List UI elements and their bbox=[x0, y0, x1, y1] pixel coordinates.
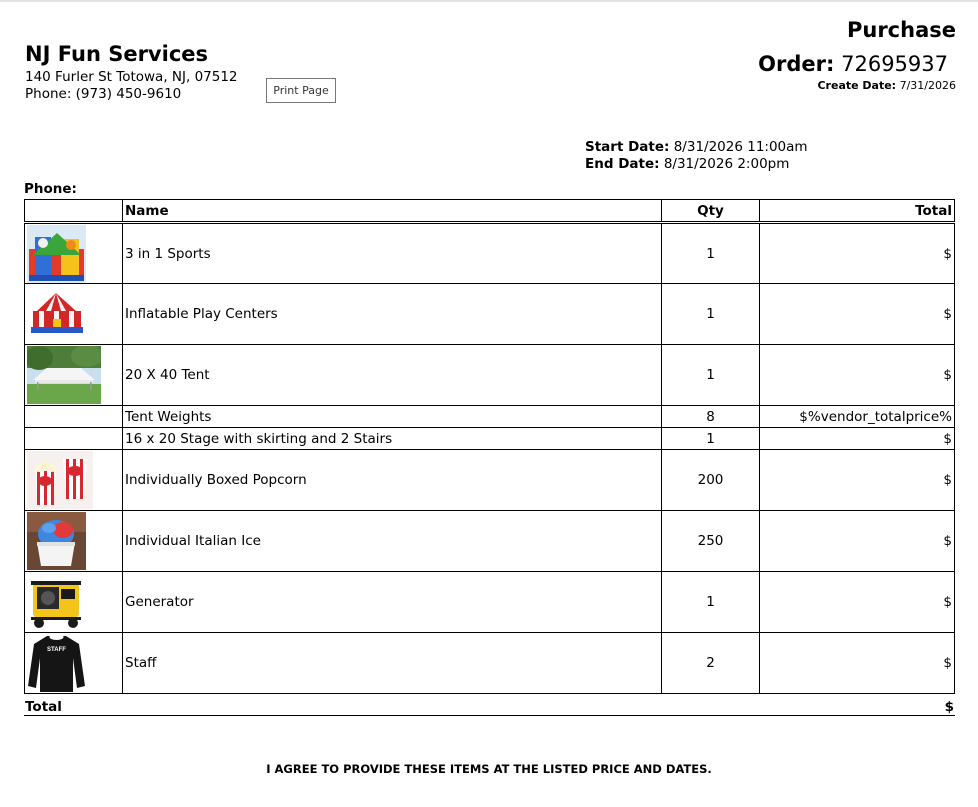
item-qty: 1 bbox=[662, 284, 760, 345]
company-address: 140 Furler St Totowa, NJ, 07512 bbox=[25, 69, 238, 85]
table-row bbox=[25, 428, 955, 450]
item-image-cell bbox=[25, 450, 123, 511]
end-date-value: 8/31/2026 2:00pm bbox=[663, 156, 790, 172]
item-total: $%vendor_totalprice% bbox=[760, 406, 955, 428]
table-row bbox=[25, 284, 955, 345]
inflatable-sports-image bbox=[27, 225, 86, 283]
item-image-cell bbox=[25, 284, 123, 345]
item-qty: 1 bbox=[662, 223, 760, 284]
item-total: $ bbox=[760, 572, 955, 633]
item-total: $ bbox=[760, 428, 955, 450]
order-label: Order: bbox=[758, 52, 835, 76]
item-name: 3 in 1 Sports bbox=[123, 223, 662, 284]
start-date-value: 8/31/2026 11:00am bbox=[673, 139, 808, 155]
generator-image bbox=[27, 573, 86, 631]
item-image-cell bbox=[25, 406, 123, 428]
items-table bbox=[24, 199, 955, 694]
item-qty: 1 bbox=[662, 345, 760, 406]
item-name: 20 X 40 Tent bbox=[123, 345, 662, 406]
item-name: Individually Boxed Popcorn bbox=[123, 450, 662, 511]
agreement-statement: I AGREE TO PROVIDE THESE ITEMS AT THE LISTED PRICE AND DATES. bbox=[266, 762, 712, 776]
item-name: Staff bbox=[123, 633, 662, 694]
item-name: Tent Weights bbox=[123, 406, 662, 428]
event-dates bbox=[585, 139, 808, 173]
start-date-line bbox=[585, 139, 808, 156]
staff-shirt-image bbox=[27, 634, 86, 692]
end-date-label: End Date: bbox=[585, 156, 660, 172]
print-page-button[interactable]: Print Page bbox=[266, 78, 336, 103]
document-title: Purchase bbox=[846, 18, 956, 42]
create-date-value: 7/31/2026 bbox=[899, 79, 956, 92]
item-name: Individual Italian Ice bbox=[123, 511, 662, 572]
name-column-header: Name bbox=[123, 200, 662, 223]
qty-column-header: Qty bbox=[662, 200, 760, 223]
customer-phone-label: Phone: bbox=[24, 181, 77, 197]
italian-ice-image bbox=[27, 512, 86, 570]
create-date-line bbox=[817, 79, 956, 92]
company-name: NJ Fun Services bbox=[25, 42, 209, 66]
order-number-line bbox=[758, 52, 948, 76]
item-qty: 1 bbox=[662, 428, 760, 450]
table-row bbox=[25, 633, 955, 694]
item-image-cell bbox=[25, 572, 123, 633]
total-column-header: Total bbox=[760, 200, 955, 223]
grand-total-value: $ bbox=[944, 699, 954, 715]
item-qty: 1 bbox=[662, 572, 760, 633]
item-image-cell bbox=[25, 633, 123, 694]
item-qty: 250 bbox=[662, 511, 760, 572]
item-name: 16 x 20 Stage with skirting and 2 Stairs bbox=[123, 428, 662, 450]
item-image-cell bbox=[25, 428, 123, 450]
grand-total-row bbox=[24, 699, 955, 716]
item-total: $ bbox=[760, 450, 955, 511]
table-row bbox=[25, 511, 955, 572]
start-date-label: Start Date: bbox=[585, 139, 670, 155]
company-phone: Phone: (973) 450-9610 bbox=[25, 86, 182, 102]
item-qty: 2 bbox=[662, 633, 760, 694]
item-total: $ bbox=[760, 633, 955, 694]
item-total: $ bbox=[760, 511, 955, 572]
image-column-header bbox=[25, 200, 123, 223]
end-date-line bbox=[585, 156, 808, 173]
order-number: 72695937 bbox=[841, 52, 948, 76]
table-row bbox=[25, 406, 955, 428]
table-header-row bbox=[25, 200, 955, 223]
item-qty: 200 bbox=[662, 450, 760, 511]
create-date-label: Create Date: bbox=[817, 79, 897, 92]
popcorn-image bbox=[27, 451, 93, 509]
item-total: $ bbox=[760, 345, 955, 406]
table-row bbox=[25, 345, 955, 406]
item-total: $ bbox=[760, 223, 955, 284]
item-image-cell bbox=[25, 511, 123, 572]
item-name: Inflatable Play Centers bbox=[123, 284, 662, 345]
staff-shirt-text: STAFF bbox=[47, 647, 66, 653]
table-row bbox=[25, 223, 955, 284]
item-image-cell bbox=[25, 345, 123, 406]
table-row bbox=[25, 572, 955, 633]
table-row bbox=[25, 450, 955, 511]
circus-bounce-image bbox=[27, 285, 86, 343]
item-name: Generator bbox=[123, 572, 662, 633]
item-total: $ bbox=[760, 284, 955, 345]
item-qty: 8 bbox=[662, 406, 760, 428]
item-image-cell bbox=[25, 223, 123, 284]
grand-total-label: Total bbox=[25, 699, 62, 715]
tent-image bbox=[27, 346, 101, 404]
